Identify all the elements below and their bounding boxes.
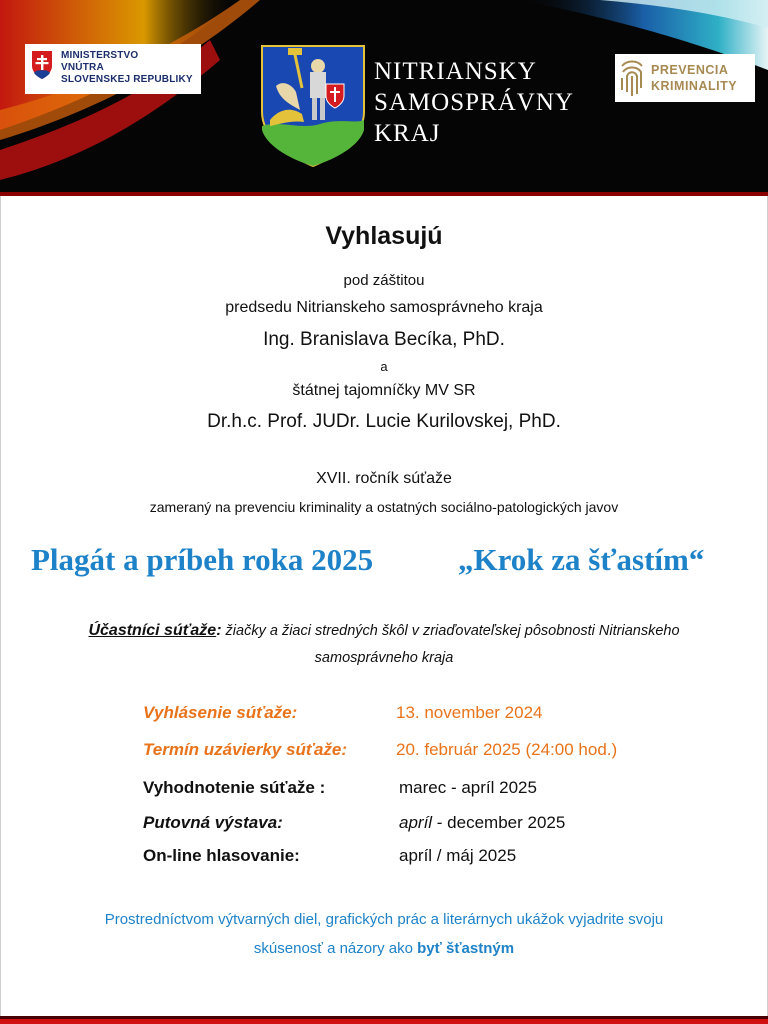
schedule-label-voting: On-line hlasovanie: xyxy=(143,846,300,865)
competition-name: Plagát a príbeh roka 2025 xyxy=(31,542,374,577)
announcement-title: Vyhlasujú xyxy=(325,222,443,250)
prevention-logo-line2: KRIMINALITY xyxy=(651,79,738,93)
fingerprint-icon xyxy=(619,58,645,98)
schedule-label-exhibition: Putovná výstava: xyxy=(143,813,283,832)
secretary-name: Dr.h.c. Prof. JUDr. Lucie Kurilovskej, PhD. xyxy=(207,411,561,432)
participants-colon: : xyxy=(216,622,222,639)
schedule-value-announcement: 13. november 2024 xyxy=(396,703,543,722)
schedule-value-exhibition xyxy=(399,813,565,833)
participants-label: Účastníci súťaže xyxy=(88,622,217,639)
patronage-text: pod záštitou xyxy=(343,272,425,289)
secretary-role: štátnej tajomníčky MV SR xyxy=(292,382,476,399)
schedule-label-deadline: Termín uzávierky súťaže: xyxy=(143,740,348,759)
chairman-role: predsedu Nitrianskeho samosprávneho kraja xyxy=(225,299,543,316)
schedule-value-deadline: 20. február 2025 (24:00 hod.) xyxy=(396,740,618,759)
bottom-accent-bar xyxy=(0,1016,768,1024)
schedule-label-evaluation: Vyhodnotenie súťaže : xyxy=(143,778,326,797)
schedule-value-evaluation: marec - apríl 2025 xyxy=(399,778,537,797)
closing-text xyxy=(0,905,768,963)
closing-line1: Prostredníctvom výtvarných diel, grafických prác a literárnych ukážok vyjadrite svoju xyxy=(104,911,664,928)
region-logo-line3: KRAJ xyxy=(374,120,441,147)
exhibition-end: - december 2025 xyxy=(432,813,566,832)
prevention-logo-line1: PREVENCIA xyxy=(651,63,729,77)
slovak-coat-of-arms-icon xyxy=(31,50,53,80)
prevention-logo xyxy=(615,54,755,102)
ministry-logo-line3: SLOVENSKEJ REPUBLIKY xyxy=(61,74,193,85)
schedule-label-announcement: Vyhlásenie súťaže: xyxy=(143,703,298,722)
region-logo-text xyxy=(374,56,574,149)
competition-motto: „Krok za šťastím“ xyxy=(458,542,705,577)
closing-line2-start: skúsenosť a názory ako xyxy=(253,940,418,957)
ministry-logo-line2: VNÚTRA xyxy=(61,62,104,73)
competition-focus: zameraný na prevenciu kriminality a ostatných sociálno-patologických javov xyxy=(149,499,619,515)
closing-line2-bold: byť šťastným xyxy=(417,940,515,957)
nitra-region-crest-icon xyxy=(260,44,366,168)
chairman-name: Ing. Branislava Becíka, PhD. xyxy=(263,329,505,350)
ministry-logo xyxy=(25,44,201,94)
competition-edition: XVII. ročník súťaže xyxy=(316,470,452,487)
schedule-value-voting: apríl / máj 2025 xyxy=(399,846,517,865)
participants-text: žiačky a žiaci stredných škôl v zriaďovateľskej pôsobnosti Nitrianskeho xyxy=(225,623,680,639)
document-body xyxy=(0,196,768,1018)
region-logo-line1: NITRIANSKY xyxy=(374,58,537,85)
participants-text-2: samosprávneho kraja xyxy=(314,650,454,666)
exhibition-start: apríl xyxy=(399,813,433,832)
conjunction: a xyxy=(380,359,388,374)
region-logo-line2: SAMOSPRÁVNY xyxy=(374,89,574,116)
header-banner xyxy=(0,0,768,196)
participants-block xyxy=(0,617,768,672)
ministry-logo-line1: MINISTERSTVO xyxy=(61,50,139,61)
